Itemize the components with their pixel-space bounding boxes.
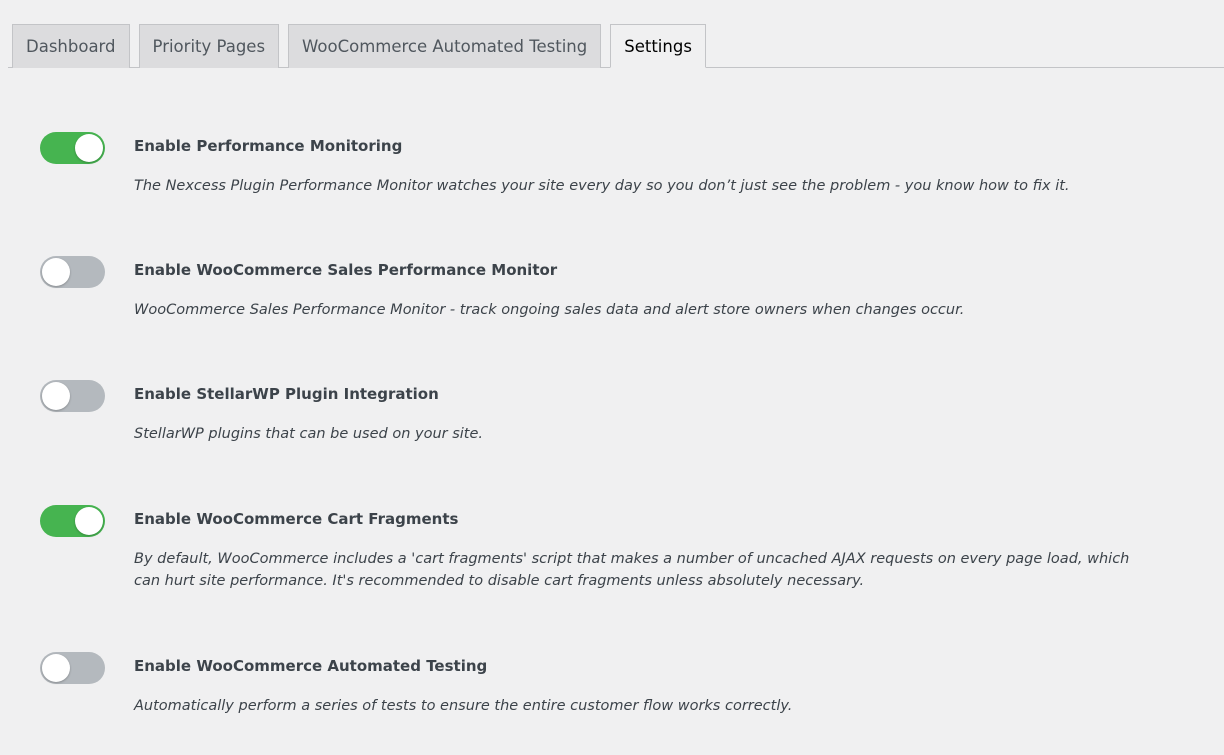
tab-dashboard[interactable]: Dashboard <box>12 24 130 68</box>
cart-fragments-toggle[interactable] <box>40 505 105 537</box>
setting-description: By default, WooCommerce includes a 'cart fragments' script that makes a number of uncached AJAX requests on every page load, which can hurt site performance. It's recommended to disable cart fragments unless absolutely necessary. <box>134 551 1130 589</box>
automated-testing-toggle[interactable] <box>40 652 105 684</box>
setting-description: WooCommerce Sales Performance Monitor - track ongoing sales data and alert store owners when changes occur. <box>134 302 965 318</box>
setting-description: StellarWP plugins that can be used on your site. <box>134 426 484 442</box>
toggle-knob <box>42 258 70 286</box>
setting-title: Enable StellarWP Plugin Integration <box>134 385 439 403</box>
tab-woocommerce-automated-testing[interactable]: WooCommerce Automated Testing <box>288 24 601 68</box>
setting-title: Enable WooCommerce Cart Fragments <box>134 510 459 528</box>
stellarwp-integration-toggle[interactable] <box>40 380 105 412</box>
toggle-knob <box>75 134 103 162</box>
tab-bar <box>8 24 1224 68</box>
setting-title: Enable WooCommerce Sales Performance Monitor <box>134 261 558 279</box>
setting-title: Enable WooCommerce Automated Testing <box>134 657 488 675</box>
performance-monitoring-toggle[interactable] <box>40 132 105 164</box>
tab-settings[interactable]: Settings <box>610 24 706 68</box>
toggle-knob <box>42 654 70 682</box>
tab-priority-pages[interactable]: Priority Pages <box>139 24 280 68</box>
toggle-knob <box>75 507 103 535</box>
setting-title: Enable Performance Monitoring <box>134 137 403 155</box>
toggle-knob <box>42 382 70 410</box>
setting-description: The Nexcess Plugin Performance Monitor watches your site every day so you don’t just see the problem - you know how to fix it. <box>134 178 1070 194</box>
sales-performance-monitor-toggle[interactable] <box>40 256 105 288</box>
setting-description: Automatically perform a series of tests to ensure the entire customer flow works correctly. <box>134 698 793 714</box>
